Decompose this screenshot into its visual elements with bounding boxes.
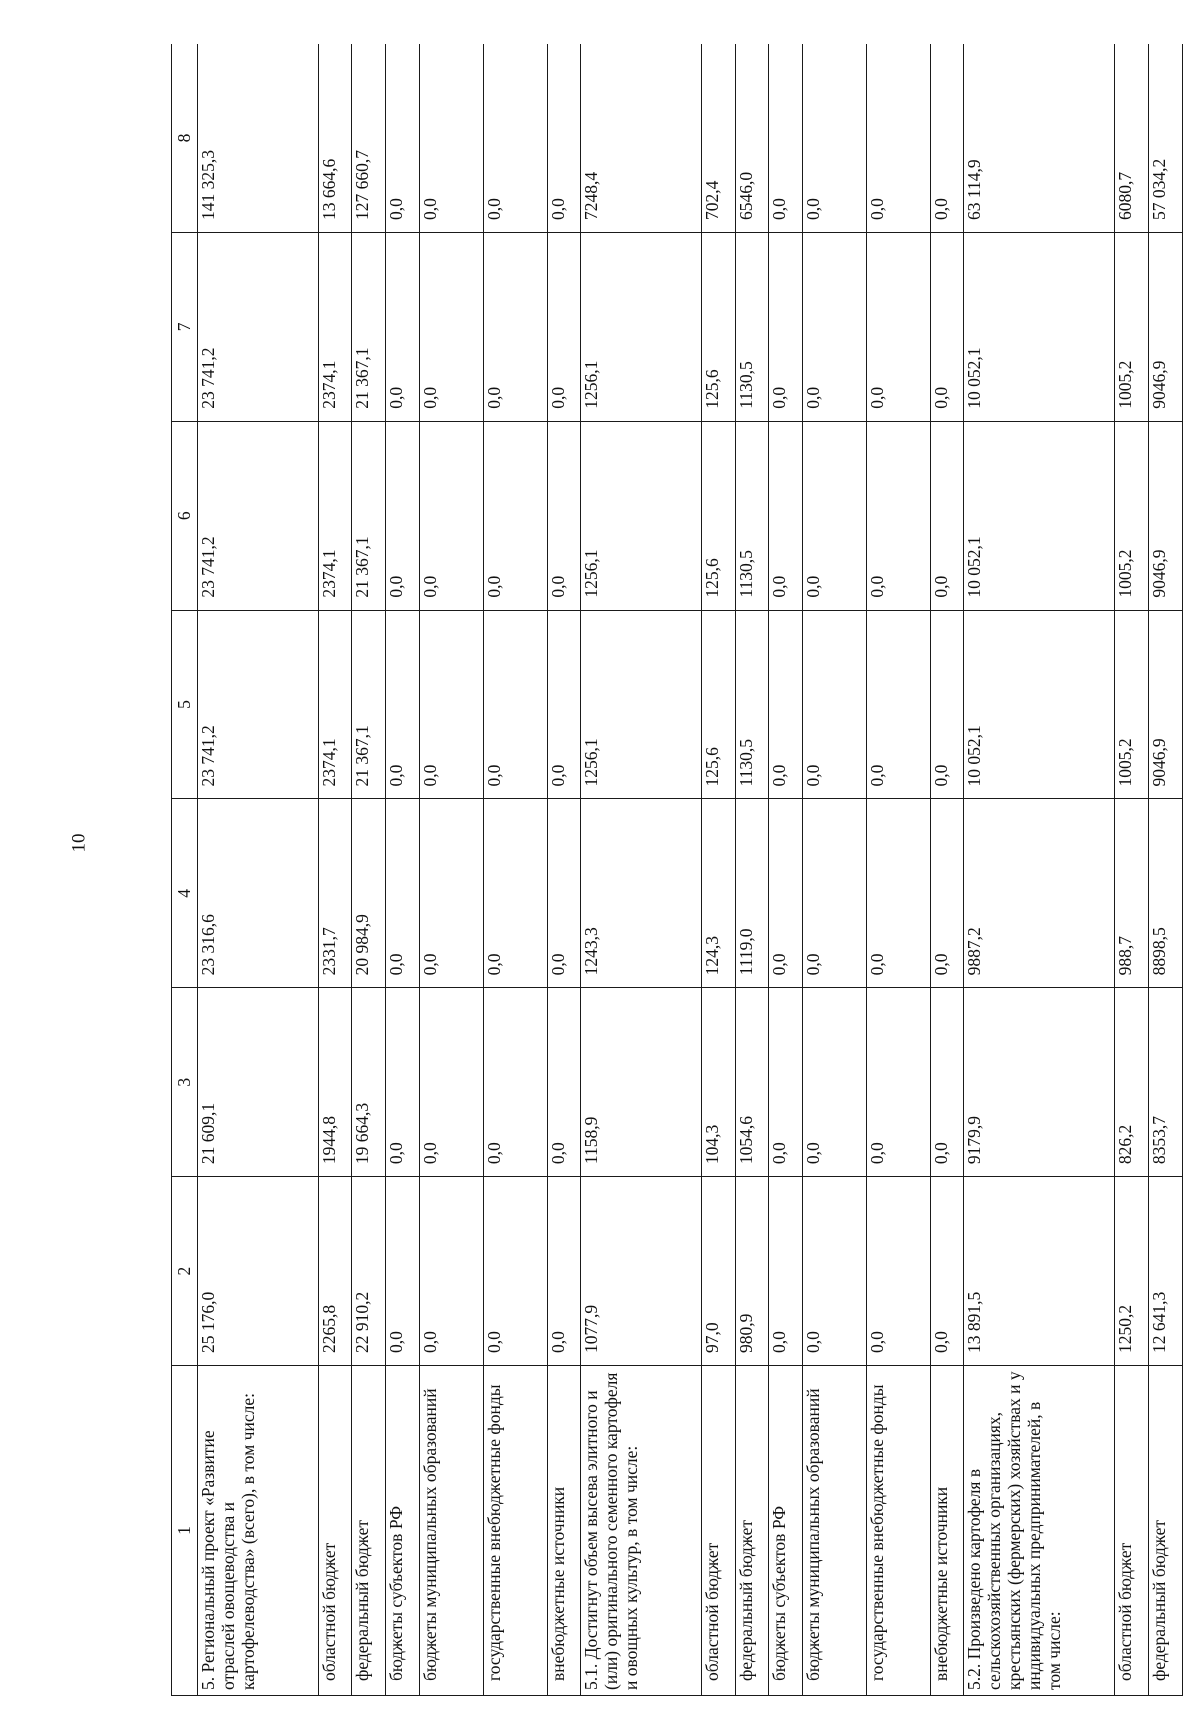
table-cell: 1250,2 xyxy=(1115,1177,1149,1366)
table-cell: 0,0 xyxy=(769,610,803,799)
table-cell: 0,0 xyxy=(803,44,867,232)
table-row xyxy=(198,44,319,1696)
table-cell: 0,0 xyxy=(547,1177,581,1366)
row-label: федеральный бюджет xyxy=(1149,1366,1183,1696)
table-cell: 0,0 xyxy=(547,610,581,799)
table-cell: 125,6 xyxy=(702,610,736,799)
table-cell: 0,0 xyxy=(769,1177,803,1366)
table-cell: 25 176,0 xyxy=(198,1177,319,1366)
table-cell: 19 664,3 xyxy=(352,988,386,1177)
table-cell: 0,0 xyxy=(419,232,483,421)
table-cell: 23 741,2 xyxy=(198,232,319,421)
column-header: 3 xyxy=(172,988,198,1177)
column-header: 8 xyxy=(172,44,198,232)
table-cell: 9887,2 xyxy=(964,799,1115,988)
row-label: бюджеты субъектов РФ xyxy=(769,1366,803,1696)
table-cell: 0,0 xyxy=(547,44,581,232)
table-cell: 21 367,1 xyxy=(352,610,386,799)
table-cell: 988,7 xyxy=(1115,799,1149,988)
table-cell: 0,0 xyxy=(483,799,547,988)
table-cell: 0,0 xyxy=(419,610,483,799)
table-cell: 2331,7 xyxy=(318,799,352,988)
table-cell: 0,0 xyxy=(930,44,964,232)
table-cell: 6080,7 xyxy=(1115,44,1149,232)
table-cell: 1119,0 xyxy=(735,799,769,988)
table-cell: 0,0 xyxy=(386,610,420,799)
table-cell: 1256,1 xyxy=(581,610,702,799)
page-number: 10 xyxy=(68,833,90,853)
table-cell: 1005,2 xyxy=(1115,610,1149,799)
table-cell: 10 052,1 xyxy=(964,610,1115,799)
table-cell: 20 984,9 xyxy=(352,799,386,988)
table-cell: 9046,9 xyxy=(1149,421,1183,610)
table-cell: 0,0 xyxy=(866,988,930,1177)
table-cell: 1944,8 xyxy=(318,988,352,1177)
table-container xyxy=(171,44,1183,1696)
table-cell: 0,0 xyxy=(419,799,483,988)
row-label: государственные внебюджетные фонды xyxy=(483,1366,547,1696)
table-cell: 127 660,7 xyxy=(352,44,386,232)
table-cell: 0,0 xyxy=(547,232,581,421)
table-cell: 0,0 xyxy=(547,988,581,1177)
table-cell: 21 609,1 xyxy=(198,988,319,1177)
table-cell: 0,0 xyxy=(386,799,420,988)
table-cell: 8353,7 xyxy=(1149,988,1183,1177)
table-cell: 9046,9 xyxy=(1149,232,1183,421)
row-label: государственные внебюджетные фонды xyxy=(866,1366,930,1696)
table-cell: 125,6 xyxy=(702,232,736,421)
table-cell: 0,0 xyxy=(803,610,867,799)
table-cell: 0,0 xyxy=(803,799,867,988)
table-cell: 21 367,1 xyxy=(352,421,386,610)
table-cell: 23 316,6 xyxy=(198,799,319,988)
table-cell: 0,0 xyxy=(866,1177,930,1366)
row-label: 5. Региональный проект «Развитие отраслей овощеводства и картофелеводства» (всего), в том числе: xyxy=(198,1366,319,1696)
table-cell: 0,0 xyxy=(866,610,930,799)
table-cell: 0,0 xyxy=(769,232,803,421)
table-cell: 125,6 xyxy=(702,421,736,610)
table-cell: 0,0 xyxy=(866,799,930,988)
table-cell: 0,0 xyxy=(483,988,547,1177)
row-label: областной бюджет xyxy=(702,1366,736,1696)
table-cell: 21 367,1 xyxy=(352,232,386,421)
table-row xyxy=(318,44,352,1696)
table-cell: 1005,2 xyxy=(1115,421,1149,610)
table-cell: 0,0 xyxy=(483,421,547,610)
table-cell: 0,0 xyxy=(386,988,420,1177)
table-cell: 57 034,2 xyxy=(1149,44,1183,232)
table-cell: 0,0 xyxy=(930,232,964,421)
table-cell: 0,0 xyxy=(483,610,547,799)
table-cell: 2374,1 xyxy=(318,232,352,421)
table-cell: 13 891,5 xyxy=(964,1177,1115,1366)
table-row xyxy=(483,44,547,1696)
rotated-table-frame xyxy=(171,44,1183,1696)
row-label: 5.2. Произведено картофеля в сельскохозяйственных организациях, крестьянских (фермерских) хозяйствах и у индивидуальных предпринимателей, в том числе: xyxy=(964,1366,1115,1696)
table-cell: 1256,1 xyxy=(581,421,702,610)
row-label: федеральный бюджет xyxy=(735,1366,769,1696)
table-cell: 63 114,9 xyxy=(964,44,1115,232)
table-cell: 702,4 xyxy=(702,44,736,232)
table-cell: 9179,9 xyxy=(964,988,1115,1177)
table-cell: 2374,1 xyxy=(318,421,352,610)
table-cell: 0,0 xyxy=(866,421,930,610)
table-cell: 0,0 xyxy=(930,1177,964,1366)
table-cell: 0,0 xyxy=(769,799,803,988)
row-label: федеральный бюджет xyxy=(352,1366,386,1696)
table-cell: 0,0 xyxy=(483,44,547,232)
row-label: бюджеты муниципальных образований xyxy=(419,1366,483,1696)
table-cell: 826,2 xyxy=(1115,988,1149,1177)
table-cell: 0,0 xyxy=(419,1177,483,1366)
table-cell: 1077,9 xyxy=(581,1177,702,1366)
table-row xyxy=(419,44,483,1696)
table-cell: 2374,1 xyxy=(318,610,352,799)
column-header: 4 xyxy=(172,799,198,988)
column-header: 7 xyxy=(172,232,198,421)
table-cell: 0,0 xyxy=(803,988,867,1177)
table-cell: 10 052,1 xyxy=(964,232,1115,421)
table-row xyxy=(352,44,386,1696)
table-cell: 8898,5 xyxy=(1149,799,1183,988)
table-cell: 2265,8 xyxy=(318,1177,352,1366)
table-row xyxy=(735,44,769,1696)
table-cell: 22 910,2 xyxy=(352,1177,386,1366)
table-cell: 1243,3 xyxy=(581,799,702,988)
table-cell: 0,0 xyxy=(386,421,420,610)
table-cell: 6546,0 xyxy=(735,44,769,232)
table-cell: 0,0 xyxy=(866,232,930,421)
table-cell: 0,0 xyxy=(547,421,581,610)
row-label: бюджеты субъектов РФ xyxy=(386,1366,420,1696)
table-cell: 0,0 xyxy=(866,44,930,232)
table-row xyxy=(964,44,1115,1696)
table-cell: 0,0 xyxy=(547,799,581,988)
column-header: 2 xyxy=(172,1177,198,1366)
table-cell: 1158,9 xyxy=(581,988,702,1177)
column-header: 5 xyxy=(172,610,198,799)
table-cell: 0,0 xyxy=(386,232,420,421)
table-row xyxy=(702,44,736,1696)
row-label: 5.1. Достигнут объем высева элитного и (или) оригинального семенного картофеля и овощных культур, в том числе: xyxy=(581,1366,702,1696)
table-cell: 23 741,2 xyxy=(198,421,319,610)
table-cell: 0,0 xyxy=(386,1177,420,1366)
table-row xyxy=(803,44,867,1696)
table-cell: 1130,5 xyxy=(735,232,769,421)
row-label: областной бюджет xyxy=(318,1366,352,1696)
table-cell: 7248,4 xyxy=(581,44,702,232)
table-cell: 1005,2 xyxy=(1115,232,1149,421)
table-cell: 0,0 xyxy=(769,421,803,610)
table-cell: 980,9 xyxy=(735,1177,769,1366)
table-cell: 13 664,6 xyxy=(318,44,352,232)
table-cell: 0,0 xyxy=(419,421,483,610)
table-cell: 124,3 xyxy=(702,799,736,988)
column-header: 1 xyxy=(172,1366,198,1696)
row-label: внебюджетные источники xyxy=(547,1366,581,1696)
table-cell: 0,0 xyxy=(483,232,547,421)
table-cell: 12 641,3 xyxy=(1149,1177,1183,1366)
table-cell: 141 325,3 xyxy=(198,44,319,232)
table-cell: 1054,6 xyxy=(735,988,769,1177)
table-cell: 0,0 xyxy=(930,799,964,988)
row-label: бюджеты муниципальных образований xyxy=(803,1366,867,1696)
table-cell: 1130,5 xyxy=(735,610,769,799)
table-cell: 23 741,2 xyxy=(198,610,319,799)
table-cell: 0,0 xyxy=(769,988,803,1177)
table-cell: 10 052,1 xyxy=(964,421,1115,610)
table-cell: 104,3 xyxy=(702,988,736,1177)
table-cell: 0,0 xyxy=(930,421,964,610)
row-label: областной бюджет xyxy=(1115,1366,1149,1696)
table-cell: 1130,5 xyxy=(735,421,769,610)
table-cell: 0,0 xyxy=(930,988,964,1177)
table-cell: 0,0 xyxy=(803,232,867,421)
table-cell: 0,0 xyxy=(803,1177,867,1366)
table-cell: 1256,1 xyxy=(581,232,702,421)
table-row xyxy=(866,44,930,1696)
table-cell: 0,0 xyxy=(419,44,483,232)
table-cell: 0,0 xyxy=(483,1177,547,1366)
table-cell: 0,0 xyxy=(386,44,420,232)
table-row xyxy=(930,44,964,1696)
table-row xyxy=(386,44,420,1696)
table-cell: 97,0 xyxy=(702,1177,736,1366)
table-row xyxy=(1115,44,1149,1696)
column-header: 6 xyxy=(172,421,198,610)
table-row xyxy=(1149,44,1183,1696)
table-cell: 0,0 xyxy=(803,421,867,610)
budget-table xyxy=(171,44,1183,1696)
table-cell: 9046,9 xyxy=(1149,610,1183,799)
table-row xyxy=(769,44,803,1696)
header-row xyxy=(172,44,198,1696)
table-cell: 0,0 xyxy=(769,44,803,232)
table-cell: 0,0 xyxy=(930,610,964,799)
table-body xyxy=(198,44,1183,1696)
table-row xyxy=(581,44,702,1696)
row-label: внебюджетные источники xyxy=(930,1366,964,1696)
table-cell: 0,0 xyxy=(419,988,483,1177)
table-row xyxy=(547,44,581,1696)
